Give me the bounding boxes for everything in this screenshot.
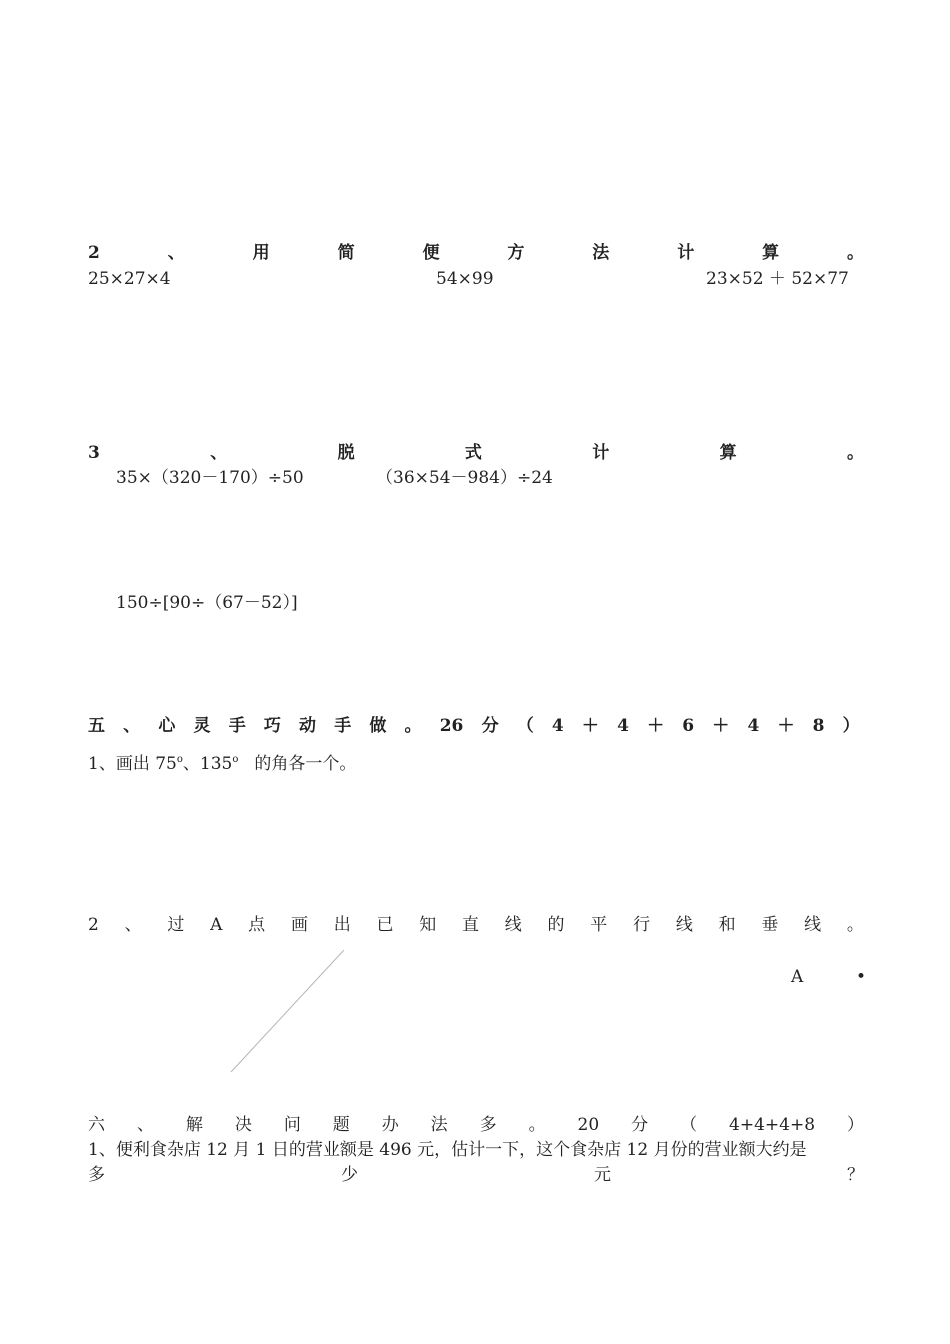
given-straight-line <box>231 950 344 1072</box>
text-segment: 画 <box>290 915 308 935</box>
text-segment: 方 <box>507 243 525 263</box>
text-segment: 多 <box>88 1165 105 1185</box>
text-segment: 简 <box>337 243 355 263</box>
text-segment: 动 <box>299 716 317 736</box>
text-segment: 4 <box>617 716 629 736</box>
text-segment: 便 <box>422 243 440 263</box>
q1-text-a: 1、画出 75 <box>88 754 177 774</box>
q3-expression-2: （36×54－984）÷24 <box>376 468 553 488</box>
text-segment: 点 <box>248 915 266 935</box>
text-segment: （ <box>680 1115 698 1135</box>
text-segment: 3 <box>88 443 100 463</box>
text-segment: ＋ <box>712 716 730 736</box>
text-segment: 少 <box>341 1165 358 1185</box>
text-segment: 和 <box>718 915 736 935</box>
text-segment: 心 <box>158 716 176 736</box>
degree-mark-2: o <box>232 754 239 765</box>
text-segment: 。 <box>847 443 864 463</box>
section-6-title <box>88 1114 864 1136</box>
text-segment: 决 <box>234 1115 252 1135</box>
text-segment: 手 <box>334 716 352 736</box>
text-segment: 计 <box>677 243 695 263</box>
text-segment: ） <box>846 1115 864 1135</box>
text-segment: 用 <box>252 243 270 263</box>
text-segment: 垂 <box>761 915 779 935</box>
text-segment: 灵 <box>193 716 211 736</box>
text-segment: 做 <box>369 716 387 736</box>
text-segment: 6 <box>682 716 695 736</box>
text-segment: 。 <box>404 716 422 736</box>
text-segment: 出 <box>333 915 351 935</box>
text-segment: ＋ <box>777 716 795 736</box>
q2-expression-3: 23×52 ＋ 52×77 <box>706 269 849 289</box>
q3-expression-1: 35×（320－170）÷50 <box>116 468 304 488</box>
text-segment: （ <box>516 716 534 736</box>
text-segment: 已 <box>376 915 394 935</box>
text-segment: 法 <box>592 243 610 263</box>
text-segment: 直 <box>462 915 479 935</box>
text-segment: 问 <box>283 1115 301 1135</box>
text-segment: ？ <box>847 1165 864 1185</box>
text-segment: 办 <box>381 1115 399 1135</box>
text-segment: 4 <box>747 716 760 736</box>
q3-expression-3: 150÷[90÷（67－52）] <box>116 593 298 613</box>
text-segment: 算 <box>719 443 737 463</box>
text-segment: 线 <box>504 915 522 935</box>
text-segment: 手 <box>228 716 246 736</box>
text-segment: A <box>210 915 223 935</box>
text-segment: 元 <box>594 1165 611 1185</box>
degree-mark-1: o <box>176 754 183 765</box>
text-segment: 法 <box>430 1115 448 1135</box>
point-a-label: A <box>791 967 804 987</box>
text-segment: 过 <box>167 915 185 935</box>
text-segment: 解 <box>185 1115 203 1135</box>
text-segment: 知 <box>419 915 437 935</box>
text-segment: 、 <box>210 443 228 463</box>
text-segment: 、 <box>167 243 185 263</box>
text-segment: 4+4+4+8 <box>729 1115 816 1135</box>
q1-text-c: 的角各一个。 <box>254 754 357 774</box>
q2-expression-1: 25×27×4 <box>88 269 171 289</box>
text-segment: 线 <box>675 915 693 935</box>
text-segment: 。 <box>847 243 864 263</box>
text-segment: 8 <box>812 716 825 736</box>
text-segment: ＋ <box>647 716 665 736</box>
text-segment: 线 <box>804 915 822 935</box>
text-segment: 。 <box>846 915 864 935</box>
text-segment: 2 <box>88 915 99 935</box>
text-segment: 多 <box>479 1115 497 1135</box>
text-segment: 。 <box>528 1115 546 1135</box>
text-segment: 、 <box>123 716 141 736</box>
text-segment: 的 <box>547 915 565 935</box>
text-segment: 算 <box>762 243 780 263</box>
q2-expression-2: 54×99 <box>436 269 494 289</box>
text-segment: 、 <box>136 1115 154 1135</box>
text-segment: ＋ <box>581 716 599 736</box>
text-segment: 巧 <box>263 716 281 736</box>
text-segment: 五 <box>88 716 105 736</box>
text-segment: 平 <box>590 915 608 935</box>
text-segment: 分 <box>481 716 499 736</box>
text-segment: 20 <box>577 1115 600 1135</box>
text-segment: 六 <box>88 1115 105 1135</box>
text-segment: 分 <box>631 1115 649 1135</box>
section-6-q1-line1: 1、便利食杂店 12 月 1 日的营业额是 496 元，估计一下，这个食杂店 12 月份的营业额大约是 <box>88 1140 807 1160</box>
q1-text-b: 、135 <box>182 754 233 774</box>
text-segment: 计 <box>592 443 610 463</box>
text-segment: 26 <box>439 716 464 736</box>
text-segment: 2 <box>88 243 100 263</box>
text-segment: 行 <box>633 915 651 935</box>
point-a-dot: • <box>856 967 867 987</box>
section-6-q1-line2 <box>88 1164 864 1186</box>
text-segment: 题 <box>332 1115 350 1135</box>
text-segment: 脱 <box>337 443 355 463</box>
text-segment: 4 <box>551 716 564 736</box>
text-segment: 式 <box>464 443 482 463</box>
text-segment: 、 <box>124 915 142 935</box>
text-segment: ） <box>842 716 860 736</box>
